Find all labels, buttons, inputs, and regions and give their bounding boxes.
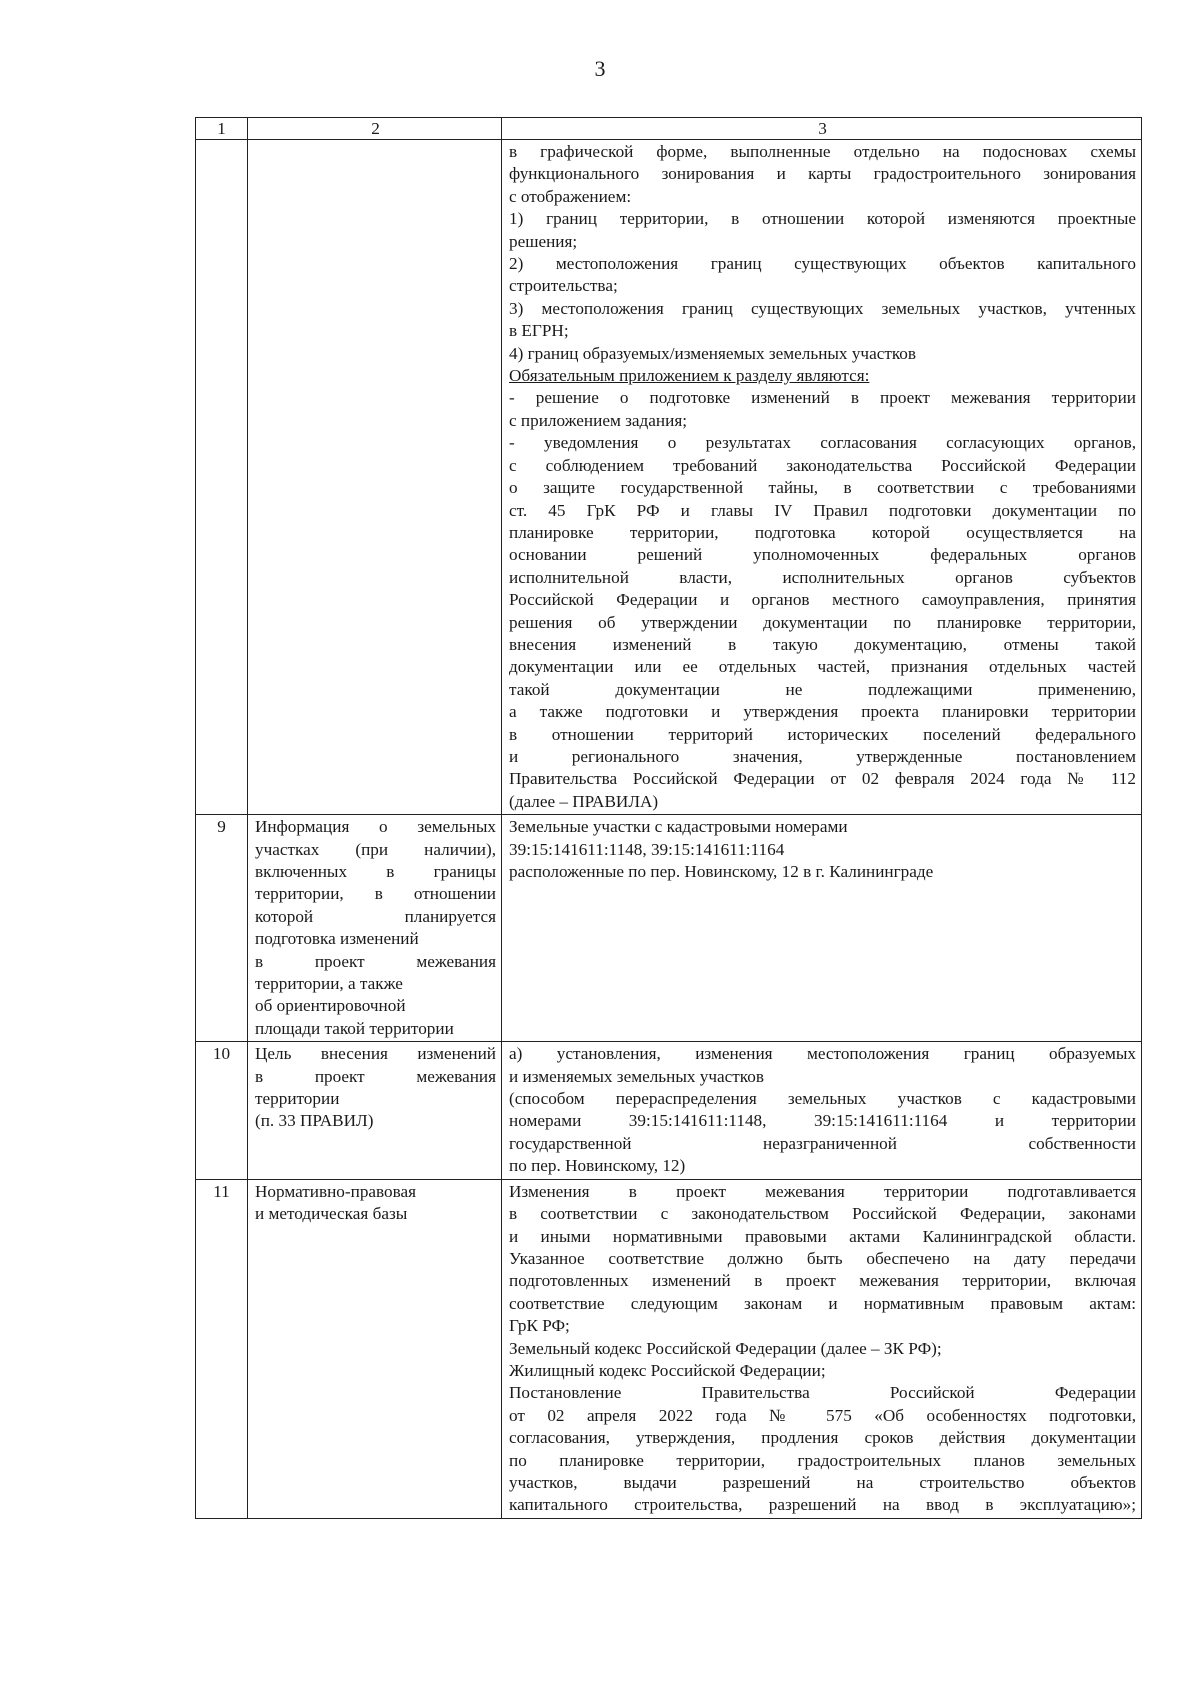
label-text-line: в проект межевания xyxy=(255,1066,496,1086)
content-text-line: ГрК РФ; xyxy=(509,1316,570,1336)
content-text-line: а также подготовки и утверждения проекта планировки территории xyxy=(509,702,1136,722)
content-text-line: планировке территории, подготовка которой осуществляется на xyxy=(509,522,1136,542)
table-row xyxy=(196,1179,1142,1518)
content-text-line: государственной неразграниченной собственности xyxy=(509,1133,1136,1153)
label-text-line: включенных в границы xyxy=(255,862,496,881)
content-text-line: - решение о подготовке изменений в проект межевания территории xyxy=(509,388,1136,408)
row-label-cell xyxy=(248,1179,502,1518)
content-text-line: (способом перераспределения земельных участков с кадастровыми xyxy=(509,1089,1136,1109)
content-text-line: документации или ее отдельных частей, признания отдельных частей xyxy=(509,657,1136,677)
content-text-line: в ЕГРН; xyxy=(509,321,569,341)
content-text-line: ст. 45 ГрК РФ и главы IV Правил подготовки документации по xyxy=(509,500,1136,520)
row-number-cell xyxy=(196,140,248,815)
content-text-line: Земельный кодекс Российской Федерации (далее – ЗК РФ); xyxy=(509,1338,942,1358)
table-row xyxy=(196,1042,1142,1179)
label-text-line: в проект межевания xyxy=(255,951,496,971)
row-label-cell xyxy=(248,815,502,1042)
content-text-line: участков, выдачи разрешений на строительство объектов xyxy=(509,1472,1136,1492)
row-content-cell xyxy=(502,140,1142,815)
content-text-line: 2) местоположения границ существующих объектов капитального xyxy=(509,254,1136,274)
content-text-line: Жилищный кодекс Российской Федерации; xyxy=(509,1360,826,1380)
row-content-cell xyxy=(502,1042,1142,1179)
content-text-line: Земельные участки с кадастровыми номерами xyxy=(509,817,848,837)
row-label-cell xyxy=(248,140,502,815)
content-text-line: внесения изменений в такую документацию, отмены такой xyxy=(509,634,1136,654)
content-text-line: номерами 39:15:141611:1148, 39:15:141611:1164 и территории xyxy=(509,1111,1136,1131)
label-text-line: территории xyxy=(255,1089,340,1109)
label-text-line: территории, а также xyxy=(255,974,403,994)
label-text-line: территории, в отношении xyxy=(255,884,496,904)
label-text-line: Цель внесения изменений xyxy=(255,1044,496,1064)
content-text-line: функционального зонирования и карты градостроительного зонирования xyxy=(509,164,1136,184)
content-text-line: решения об утверждении документации по планировке территории, xyxy=(509,612,1136,632)
content-text-line: решения; xyxy=(509,231,578,251)
table-row xyxy=(196,140,1142,815)
label-text-line: которой планируется xyxy=(255,906,496,926)
header-cell-1: 1 xyxy=(196,118,248,140)
content-text-line: в соответствии с законодательством Российской Федерации, законами xyxy=(509,1204,1136,1224)
content-text-line: Постановление Правительства Российской Федерации xyxy=(509,1383,1136,1403)
terms-of-reference-table xyxy=(195,117,1142,1519)
content-text-line: 1) границ территории, в отношении которой изменяются проектные xyxy=(509,209,1136,229)
content-text-line: расположенные по пер. Новинскому, 12 в г. Калининграде xyxy=(509,862,934,881)
label-text-line: (п. 33 ПРАВИЛ) xyxy=(255,1111,374,1131)
content-text-line: о защите государственной тайны, в соответствии с требованиями xyxy=(509,478,1136,498)
page-number: 3 xyxy=(594,56,606,81)
label-text-line: об ориентировочной xyxy=(255,996,406,1016)
content-text-line: Правительства Российской Федерации от 02 февраля 2024 года № 112 xyxy=(509,769,1136,789)
row-content-cell xyxy=(502,1179,1142,1518)
content-text-line: по пер. Новинскому, 12) xyxy=(509,1156,686,1176)
row-number-cell: 9 xyxy=(196,815,248,1042)
content-text-line: (далее – ПРАВИЛА) xyxy=(509,791,659,811)
label-text-line: площади такой территории xyxy=(255,1018,454,1038)
header-cell-3: 3 xyxy=(502,118,1142,140)
table-row xyxy=(196,815,1142,1042)
content-text-line: с приложением задания; xyxy=(509,410,688,430)
content-text-line: Изменения в проект межевания территории подготавливается xyxy=(509,1181,1136,1201)
row-number-cell: 11 xyxy=(196,1179,248,1518)
content-text-line: такой документации не подлежащими применению, xyxy=(509,679,1136,699)
content-text-line: в отношении территорий исторических поселений федерального xyxy=(509,724,1136,744)
label-text-line: и методическая базы xyxy=(255,1204,408,1224)
content-text-line: 39:15:141611:1148, 39:15:141611:1164 xyxy=(509,839,785,859)
label-text-line: подготовка изменений xyxy=(255,929,419,949)
content-text-line: 3) местоположения границ существующих земельных участков, учтенных xyxy=(509,298,1136,318)
content-text-line: соответствие следующим законам и нормативным правовым актам: xyxy=(509,1293,1136,1313)
content-text-line: от 02 апреля 2022 года № 575 «Об особенностях подготовки, xyxy=(509,1405,1136,1425)
content-text-line: и иными нормативными правовыми актами Калининградской области. xyxy=(509,1226,1136,1246)
content-text-line: 4) границ образуемых/изменяемых земельных участков xyxy=(509,343,917,363)
content-text-line: капитального строительства, разрешений на ввод в эксплуатацию»; xyxy=(509,1495,1136,1515)
content-text-line: согласования, утверждения, продления сроков действия документации xyxy=(509,1428,1136,1448)
content-text-line: по планировке территории, градостроительных планов земельных xyxy=(509,1450,1136,1470)
content-text-line: - уведомления о результатах согласования согласующих органов, xyxy=(509,433,1136,453)
content-text-line: исполнительной власти, исполнительных органов субъектов xyxy=(509,567,1136,587)
content-text-line: подготовленных изменений в проект межевания территории, включая xyxy=(509,1271,1136,1291)
content-text-line: и изменяемых земельных участков xyxy=(509,1066,764,1086)
content-text-line: и регионального значения, утвержденные постановлением xyxy=(509,746,1136,766)
label-text-line: Нормативно-правовая xyxy=(255,1181,417,1201)
content-text-line: с отображением: xyxy=(509,186,632,206)
label-text-line: Информация о земельных xyxy=(255,817,496,837)
table-header-row xyxy=(196,118,1142,140)
content-text-line: с соблюдением требований законодательства Российской Федерации xyxy=(509,455,1136,475)
content-text-line: в графической форме, выполненные отдельно на подосновах схемы xyxy=(509,142,1136,161)
content-text-line: Российской Федерации и органов местного самоуправления, принятия xyxy=(509,590,1136,610)
label-text-line: участках (при наличии), xyxy=(255,839,496,859)
row-label-cell xyxy=(248,1042,502,1179)
row-content-cell xyxy=(502,815,1142,1042)
row-number-cell: 10 xyxy=(196,1042,248,1179)
content-text-line: строительства; xyxy=(509,276,618,296)
header-cell-2: 2 xyxy=(248,118,502,140)
content-text-line: основании решений уполномоченных федеральных органов xyxy=(509,545,1136,565)
content-text-line-underlined: Обязательным приложением к разделу являются: xyxy=(509,366,870,386)
content-text-line: Указанное соответствие должно быть обеспечено на дату передачи xyxy=(509,1248,1136,1268)
content-text-line: а) установления, изменения местоположения границ образуемых xyxy=(509,1044,1136,1064)
